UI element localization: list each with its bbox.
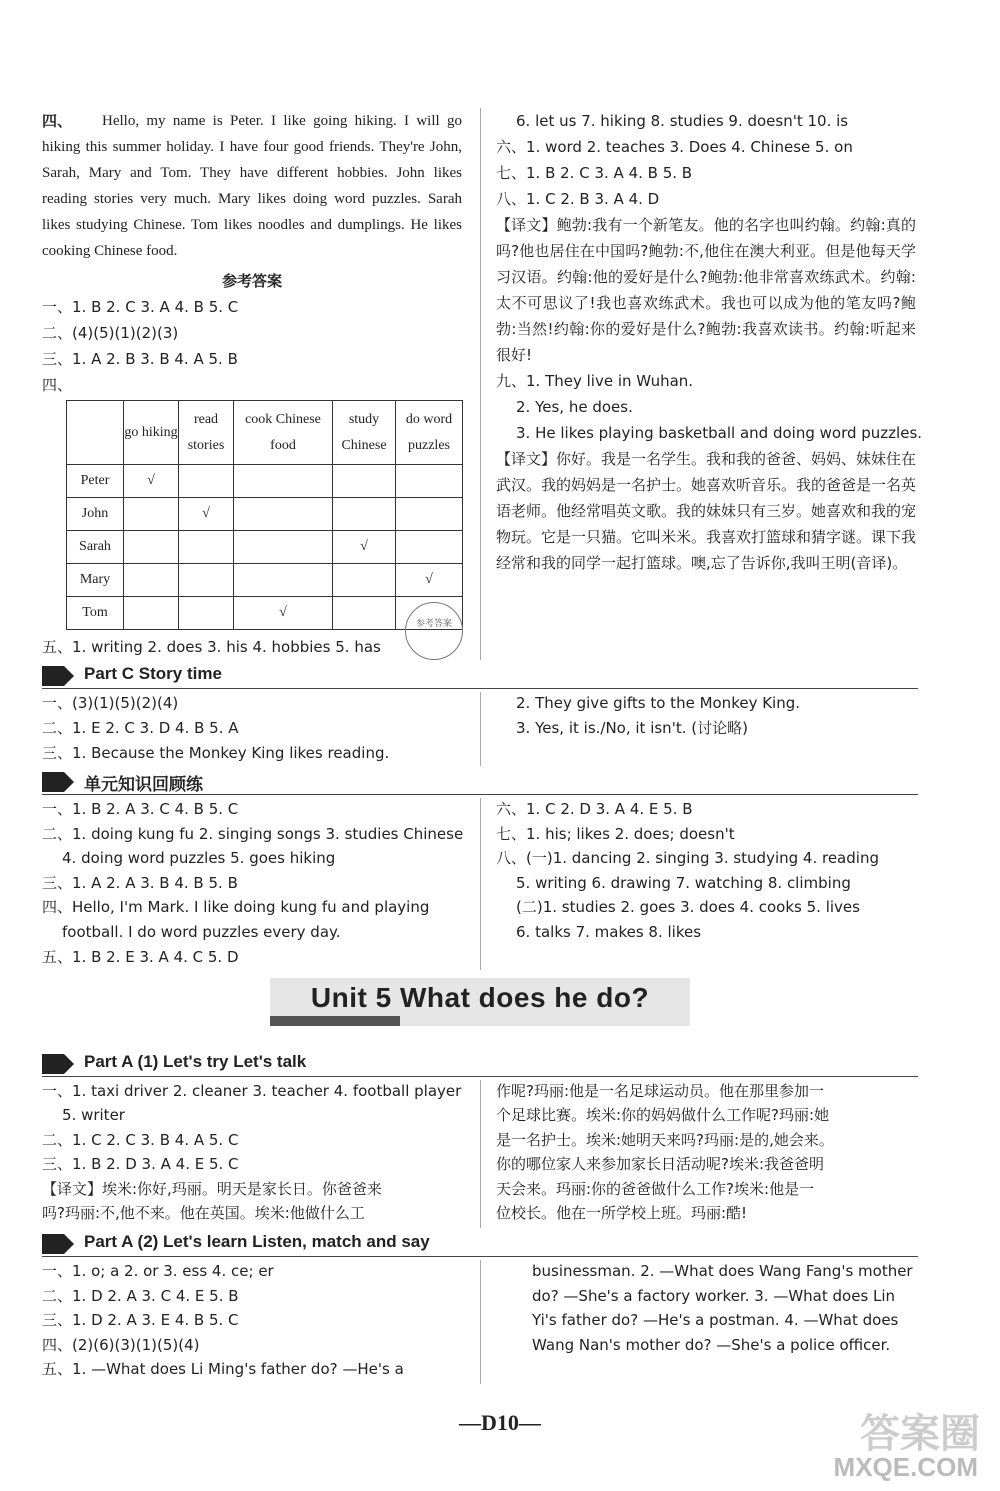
answer-line: 二、1. D 2. A 3. C 4. E 5. B xyxy=(42,1286,239,1305)
check-mark xyxy=(234,564,333,597)
check-mark xyxy=(179,465,234,498)
answer-line: 四、(2)(6)(3)(1)(5)(4) xyxy=(42,1335,200,1354)
translation-line: 吗?玛丽:不,他不来。他在英国。埃米:他做什么工 xyxy=(42,1204,365,1223)
check-mark: √ xyxy=(396,564,463,597)
answer-line-3: 三、1. A 2. B 3. B 4. A 5. B xyxy=(42,350,238,368)
answer-line: 二、1. C 2. C 3. B 4. A 5. C xyxy=(42,1130,239,1149)
table-header-cell: do word puzzles xyxy=(396,401,463,465)
check-mark xyxy=(124,597,179,630)
title-accent-bar xyxy=(270,1016,400,1026)
check-mark xyxy=(333,498,396,531)
answer-line-2: 二、(4)(5)(1)(2)(3) xyxy=(42,324,179,342)
answer-line: 六、1. C 2. D 3. A 4. E 5. B xyxy=(496,800,693,818)
answer-line: Yi's father do? —He's a postman. 4. —What does xyxy=(532,1311,899,1330)
answer-line-1: 一、1. B 2. C 3. A 4. B 5. C xyxy=(42,298,239,316)
part-a1-right xyxy=(496,1079,916,1225)
translation-paragraph-2: 【译文】你好。我是一名学生。我和我的爸爸、妈妈、妹妹住在武汉。我的妈妈是一名护士。她喜欢听音乐。我的爸爸是一名英语老师。他经常唱英文歌。我的妹妹只有三岁。她喜欢和我的宠物玩。它是一只猫。它叫米米。我喜欢打篮球和猜字谜。课下我经常和我的同学一起打篮球。噢,忘了告诉你,我叫王明(音译)。 xyxy=(496,450,917,572)
answer-line: 六、1. word 2. teaches 3. Does 4. Chinese 5. on xyxy=(496,138,853,156)
section-header-part-a2 xyxy=(42,1232,918,1257)
check-mark xyxy=(234,531,333,564)
answer-line: Wang Nan's mother do? —She's a police officer. xyxy=(532,1335,891,1354)
table-cell-name: Tom xyxy=(67,597,124,630)
section-title: Part A (2) Let's learn Listen, match and say xyxy=(84,1232,430,1251)
review-right xyxy=(496,797,916,945)
check-mark: √ xyxy=(234,597,333,630)
check-mark: √ xyxy=(333,531,396,564)
answer-line: 三、1. B 2. D 3. A 4. E 5. C xyxy=(42,1155,239,1174)
table-row xyxy=(67,531,463,564)
table-cell-name: Sarah xyxy=(67,531,124,564)
answer-line: 2. They give gifts to the Monkey King. xyxy=(516,694,801,712)
column-divider xyxy=(480,692,481,766)
top-right-column xyxy=(496,108,923,576)
check-mark xyxy=(179,531,234,564)
answer-line: 4. doing word puzzles 5. goes hiking xyxy=(62,849,336,868)
table-row xyxy=(67,465,463,498)
answer-line: 五、1. B 2. E 3. A 4. C 5. D xyxy=(42,947,239,966)
stamp-seal xyxy=(405,602,463,660)
check-mark xyxy=(234,465,333,498)
page-number: —D10— xyxy=(459,1410,541,1435)
section-title: Part C Story time xyxy=(84,664,222,683)
check-mark xyxy=(333,597,396,630)
table-row xyxy=(67,564,463,597)
section-header-review xyxy=(42,770,918,795)
check-mark xyxy=(179,597,234,630)
table-header-cell: go hiking xyxy=(124,401,179,465)
check-mark xyxy=(396,465,463,498)
translation-line: 位校长。他在一所学校上班。玛丽:酷! xyxy=(496,1204,748,1223)
answer-line: 八、1. C 2. B 3. A 4. D xyxy=(496,190,660,208)
answer-line: 5. writing 6. drawing 7. watching 8. climbing xyxy=(516,873,851,892)
section-title: Part A (1) Let's try Let's talk xyxy=(84,1052,307,1071)
translation-paragraph-1: 【译文】鲍勃:我有一个新笔友。他的名字也叫约翰。约翰:真的吗?他也居住在中国吗?鲍勃:不,他住在澳大利亚。但是他每天学习汉语。约翰:他的爱好是什么?鲍勃:他非常喜欢练武术。约翰:太不可思议了!我也喜欢练武术。我也可以成为他的笔友吗?鲍勃:当然!约翰:你的爱好是什么?鲍勃:我喜欢读书。约翰:听起来很好! xyxy=(496,216,916,364)
answer-line: 八、(一)1. dancing 2. singing 3. studying 4. reading xyxy=(496,849,879,868)
section-header-part-c xyxy=(42,664,918,689)
answer-line: 七、1. B 2. C 3. A 4. B 5. B xyxy=(496,164,693,182)
table-row xyxy=(67,498,463,531)
section-marker-icon xyxy=(42,1054,64,1074)
answer-line: 6. let us 7. hiking 8. studies 9. doesn't 10. is xyxy=(516,112,849,130)
top-left-column xyxy=(42,108,462,398)
answer-line: 一、1. taxi driver 2. cleaner 3. teacher 4. football player xyxy=(42,1082,462,1100)
translation-line: 【译文】埃米:你好,玛丽。明天是家长日。你爸爸来 xyxy=(42,1179,382,1198)
answer-line: football. I do word puzzles every day. xyxy=(62,922,341,941)
translation-line: 天会来。玛丽:你的爸爸做什么工作?埃米:他是一 xyxy=(496,1179,815,1198)
answer-line-4-label: 四、 xyxy=(42,376,73,394)
answer-line: 5. writer xyxy=(62,1106,125,1125)
unit-title: Unit 5 What does he do? xyxy=(310,982,650,1013)
translation-line: 个足球比赛。埃米:你的妈妈做什么工作呢?玛丽:她 xyxy=(496,1106,830,1125)
essay-text: Hello, my name is Peter. I like going hiking. I will go hiking this summer holiday. I have four good friends. They're John, Sarah, Mary and Tom. They have different hobbies. John likes reading stories very much. Mary likes doing word puzzles. Sarah likes studying Chinese. Tom likes noodles and dumplings. He likes cooking Chinese food. xyxy=(42,113,462,259)
answer-line: 一、(3)(1)(5)(2)(4) xyxy=(42,694,179,712)
answer-line: do? —She's a factory worker. 3. —What does Lin xyxy=(532,1286,896,1305)
check-mark xyxy=(396,498,463,531)
translation-line: 你的哪位家人来参加家长日活动呢?埃米:我爸爸明 xyxy=(496,1155,825,1174)
table-row xyxy=(67,597,463,630)
table-header-cell: cook Chinese food xyxy=(234,401,333,465)
check-mark xyxy=(234,498,333,531)
check-mark xyxy=(333,465,396,498)
answer-line: 3. Yes, it is./No, it isn't. (讨论略) xyxy=(516,719,748,737)
section-marker-icon xyxy=(42,772,64,792)
answer-line: 四、Hello, I'm Mark. I like doing kung fu and playing xyxy=(42,898,430,917)
answers-title: 参考答案 xyxy=(221,272,282,290)
table-cell-name: Peter xyxy=(67,465,124,498)
part-a2-left xyxy=(42,1259,472,1382)
check-mark xyxy=(396,531,463,564)
answer-line: 五、1. —What does Li Ming's father do? —He's a xyxy=(42,1360,404,1379)
translation-line: 作呢?玛丽:他是一名足球运动员。他在那里参加一 xyxy=(496,1082,825,1100)
answer-line: 二、1. doing kung fu 2. singing songs 3. studies Chinese xyxy=(42,824,464,843)
watermark-url: MXQE.COM xyxy=(833,1452,978,1482)
check-mark: √ xyxy=(124,465,179,498)
answer-line: 三、1. A 2. A 3. B 4. B 5. B xyxy=(42,873,238,892)
answer-line: 三、1. Because the Monkey King likes reading. xyxy=(42,744,390,762)
check-mark xyxy=(333,564,396,597)
answer-line: (二)1. studies 2. goes 3. does 4. cooks 5. lives xyxy=(516,898,860,917)
section-title: 单元知识回顾练 xyxy=(84,775,203,795)
unit-title-banner xyxy=(270,978,690,1026)
part-a1-left xyxy=(42,1079,472,1225)
answer-line: 一、1. B 2. A 3. C 4. B 5. C xyxy=(42,800,239,818)
table-cell-name: John xyxy=(67,498,124,531)
check-mark xyxy=(179,564,234,597)
part-c-right xyxy=(496,691,916,741)
answer-line-5: 五、1. writing 2. does 3. his 4. hobbies 5. has xyxy=(42,638,381,656)
column-divider xyxy=(480,798,481,970)
section-header-part-a1 xyxy=(42,1052,918,1077)
answer-line: 一、1. o; a 2. or 3. ess 4. ce; er xyxy=(42,1262,274,1280)
translation-line: 是一名护士。埃米:她明天来吗?玛丽:是的,她会来。 xyxy=(496,1130,834,1149)
essay-label: 四、 xyxy=(42,112,73,130)
table-header-row xyxy=(67,401,463,465)
answer-line: 九、1. They live in Wuhan. xyxy=(496,372,694,390)
answer-line: 三、1. D 2. A 3. E 4. B 5. C xyxy=(42,1311,239,1330)
check-mark xyxy=(124,564,179,597)
answer-line: 6. talks 7. makes 8. likes xyxy=(516,922,702,941)
watermark-logo: 答案圈 xyxy=(860,1411,980,1457)
check-mark xyxy=(124,531,179,564)
column-divider xyxy=(480,1260,481,1384)
check-mark xyxy=(124,498,179,531)
check-mark: √ xyxy=(179,498,234,531)
column-divider xyxy=(480,1080,481,1228)
table-corner-cell xyxy=(67,401,124,465)
review-left xyxy=(42,797,472,969)
hobby-table xyxy=(66,400,463,630)
table-header-cell: read stories xyxy=(179,401,234,465)
answer-line: 七、1. his; likes 2. does; doesn't xyxy=(496,824,735,843)
section-marker-icon xyxy=(42,1234,64,1254)
answer-line: 2. Yes, he does. xyxy=(516,398,633,416)
stamp-text: 参考答案 xyxy=(415,618,452,628)
part-c-left xyxy=(42,691,472,766)
answer-line: 3. He likes playing basketball and doing word puzzles. xyxy=(516,424,923,442)
column-divider-top xyxy=(480,108,481,660)
section-marker-icon xyxy=(42,666,64,686)
part-a2-right xyxy=(532,1259,922,1357)
answer-line: businessman. 2. —What does Wang Fang's mother xyxy=(532,1262,913,1280)
table-cell-name: Mary xyxy=(67,564,124,597)
table-header-cell: study Chinese xyxy=(333,401,396,465)
answer-line: 二、1. E 2. C 3. D 4. B 5. A xyxy=(42,719,239,737)
